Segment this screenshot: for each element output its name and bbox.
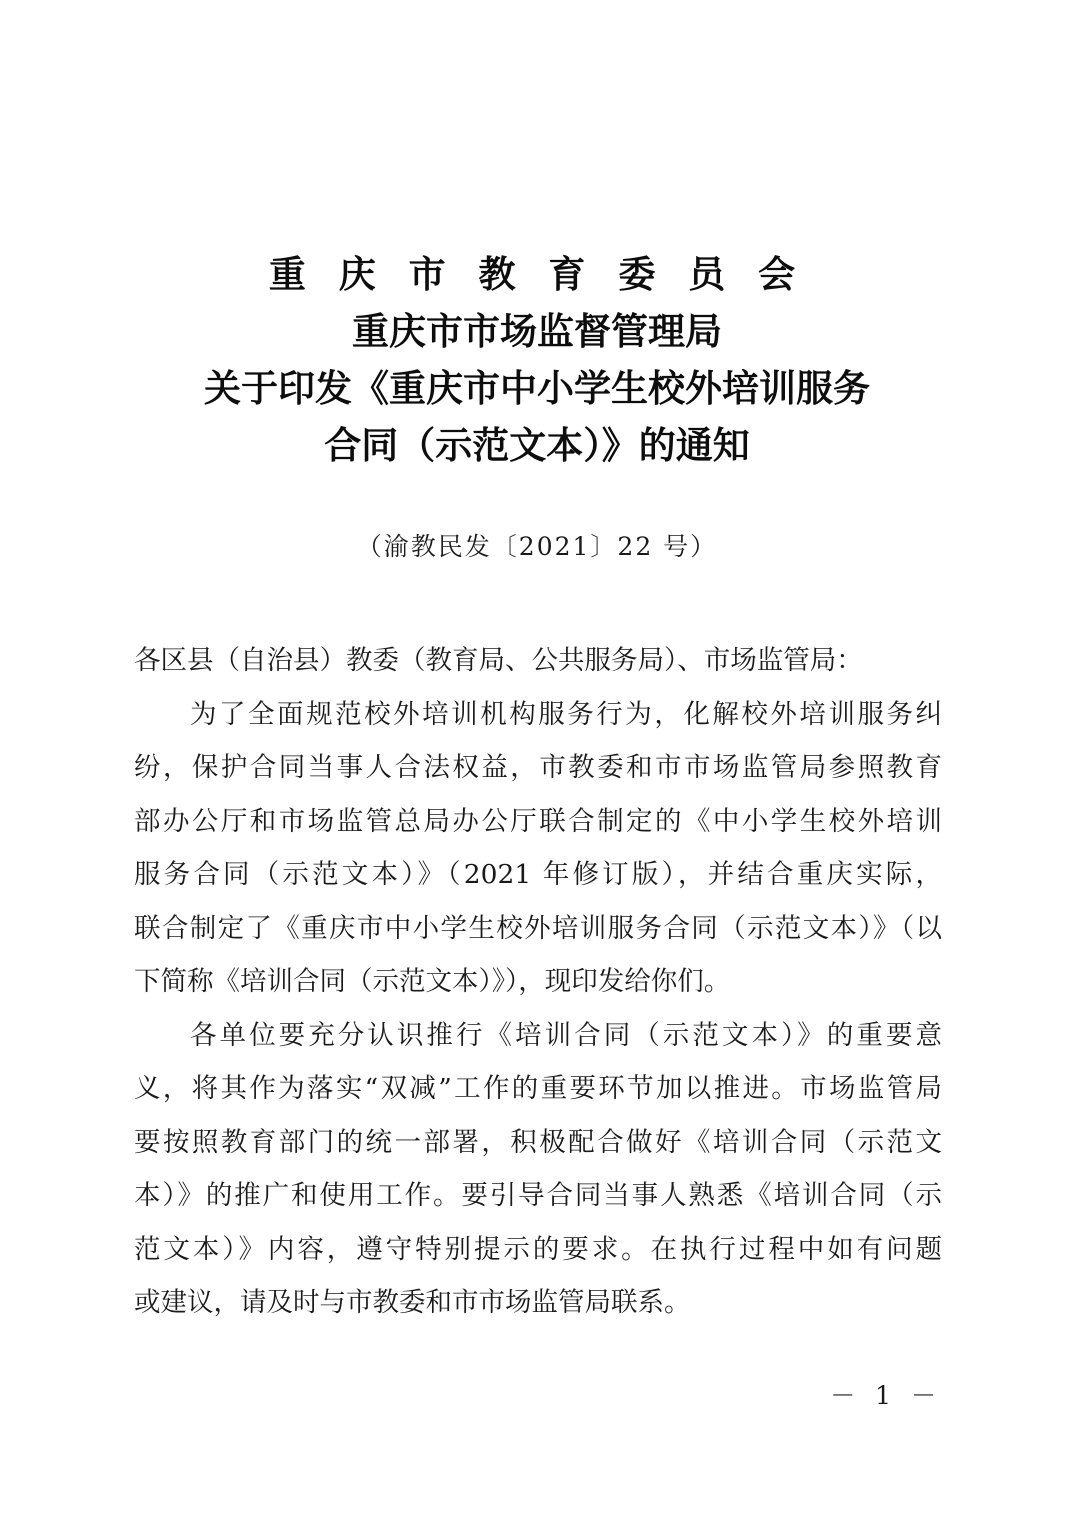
paragraph-2 — [134, 1009, 942, 1330]
salutation: 各区县（自治县）教委（教育局、公共服务局）、市场监管局： — [134, 645, 863, 676]
paragraph-line: 下简称《培训合同（示范文本）》），现印发给你们。 — [134, 966, 731, 997]
title-line-issuer-1: 重 庆 市 教 育 委 员 会 — [268, 252, 806, 296]
paragraph-line: 本）》的推广和使用工作。要引导合同当事人熟悉《培训合同（示 — [134, 1180, 942, 1211]
paragraph-line: 联合制定了《重庆市中小学生校外培训服务合同（示范文本）》（以 — [134, 912, 942, 944]
paragraph-line: 或建议，请及时与市教委和市市场监管局联系。 — [134, 1287, 691, 1318]
paragraph-line: 范文本）》内容，遵守特别提示的要求。在执行过程中如有问题 — [134, 1233, 942, 1265]
title-line-subject-1: 关于印发《重庆市中小学生校外培训服务 — [204, 366, 870, 410]
paragraph-1 — [134, 688, 942, 1009]
paragraph-line: 各单位要充分认识推行《培训合同（示范文本）》的重要意 — [190, 1019, 942, 1051]
document-title — [0, 246, 1074, 474]
paragraph-line: 为了全面规范校外培训机构服务行为，化解校外培训服务纠 — [190, 698, 942, 730]
paragraph-line: 服务合同（示范文本）》（2021 年修订版），并结合重庆实际， — [134, 859, 942, 890]
paragraph-line: 义，将其作为落实“双减”工作的重要环节加以推进。市场监管局 — [134, 1073, 942, 1104]
title-line-subject-2: 合同（示范文本）》的通知 — [324, 423, 750, 467]
document-body — [134, 634, 942, 1330]
paragraph-line: 要按照教育部门的统一部署，积极配合做好《培训合同（示范文 — [134, 1126, 942, 1158]
document-number: （渝教民发〔2021〕22 号） — [356, 532, 718, 561]
paragraph-line: 纷，保护合同当事人合法权益，市教委和市市场监管局参照教育 — [134, 752, 942, 783]
paragraph-line: 部办公厅和市场监管总局办公厅联合制定的《中小学生校外培训 — [134, 805, 942, 837]
page-number: － 1 － — [830, 1381, 942, 1410]
title-line-issuer-2: 重庆市市场监督管理局 — [352, 309, 722, 353]
